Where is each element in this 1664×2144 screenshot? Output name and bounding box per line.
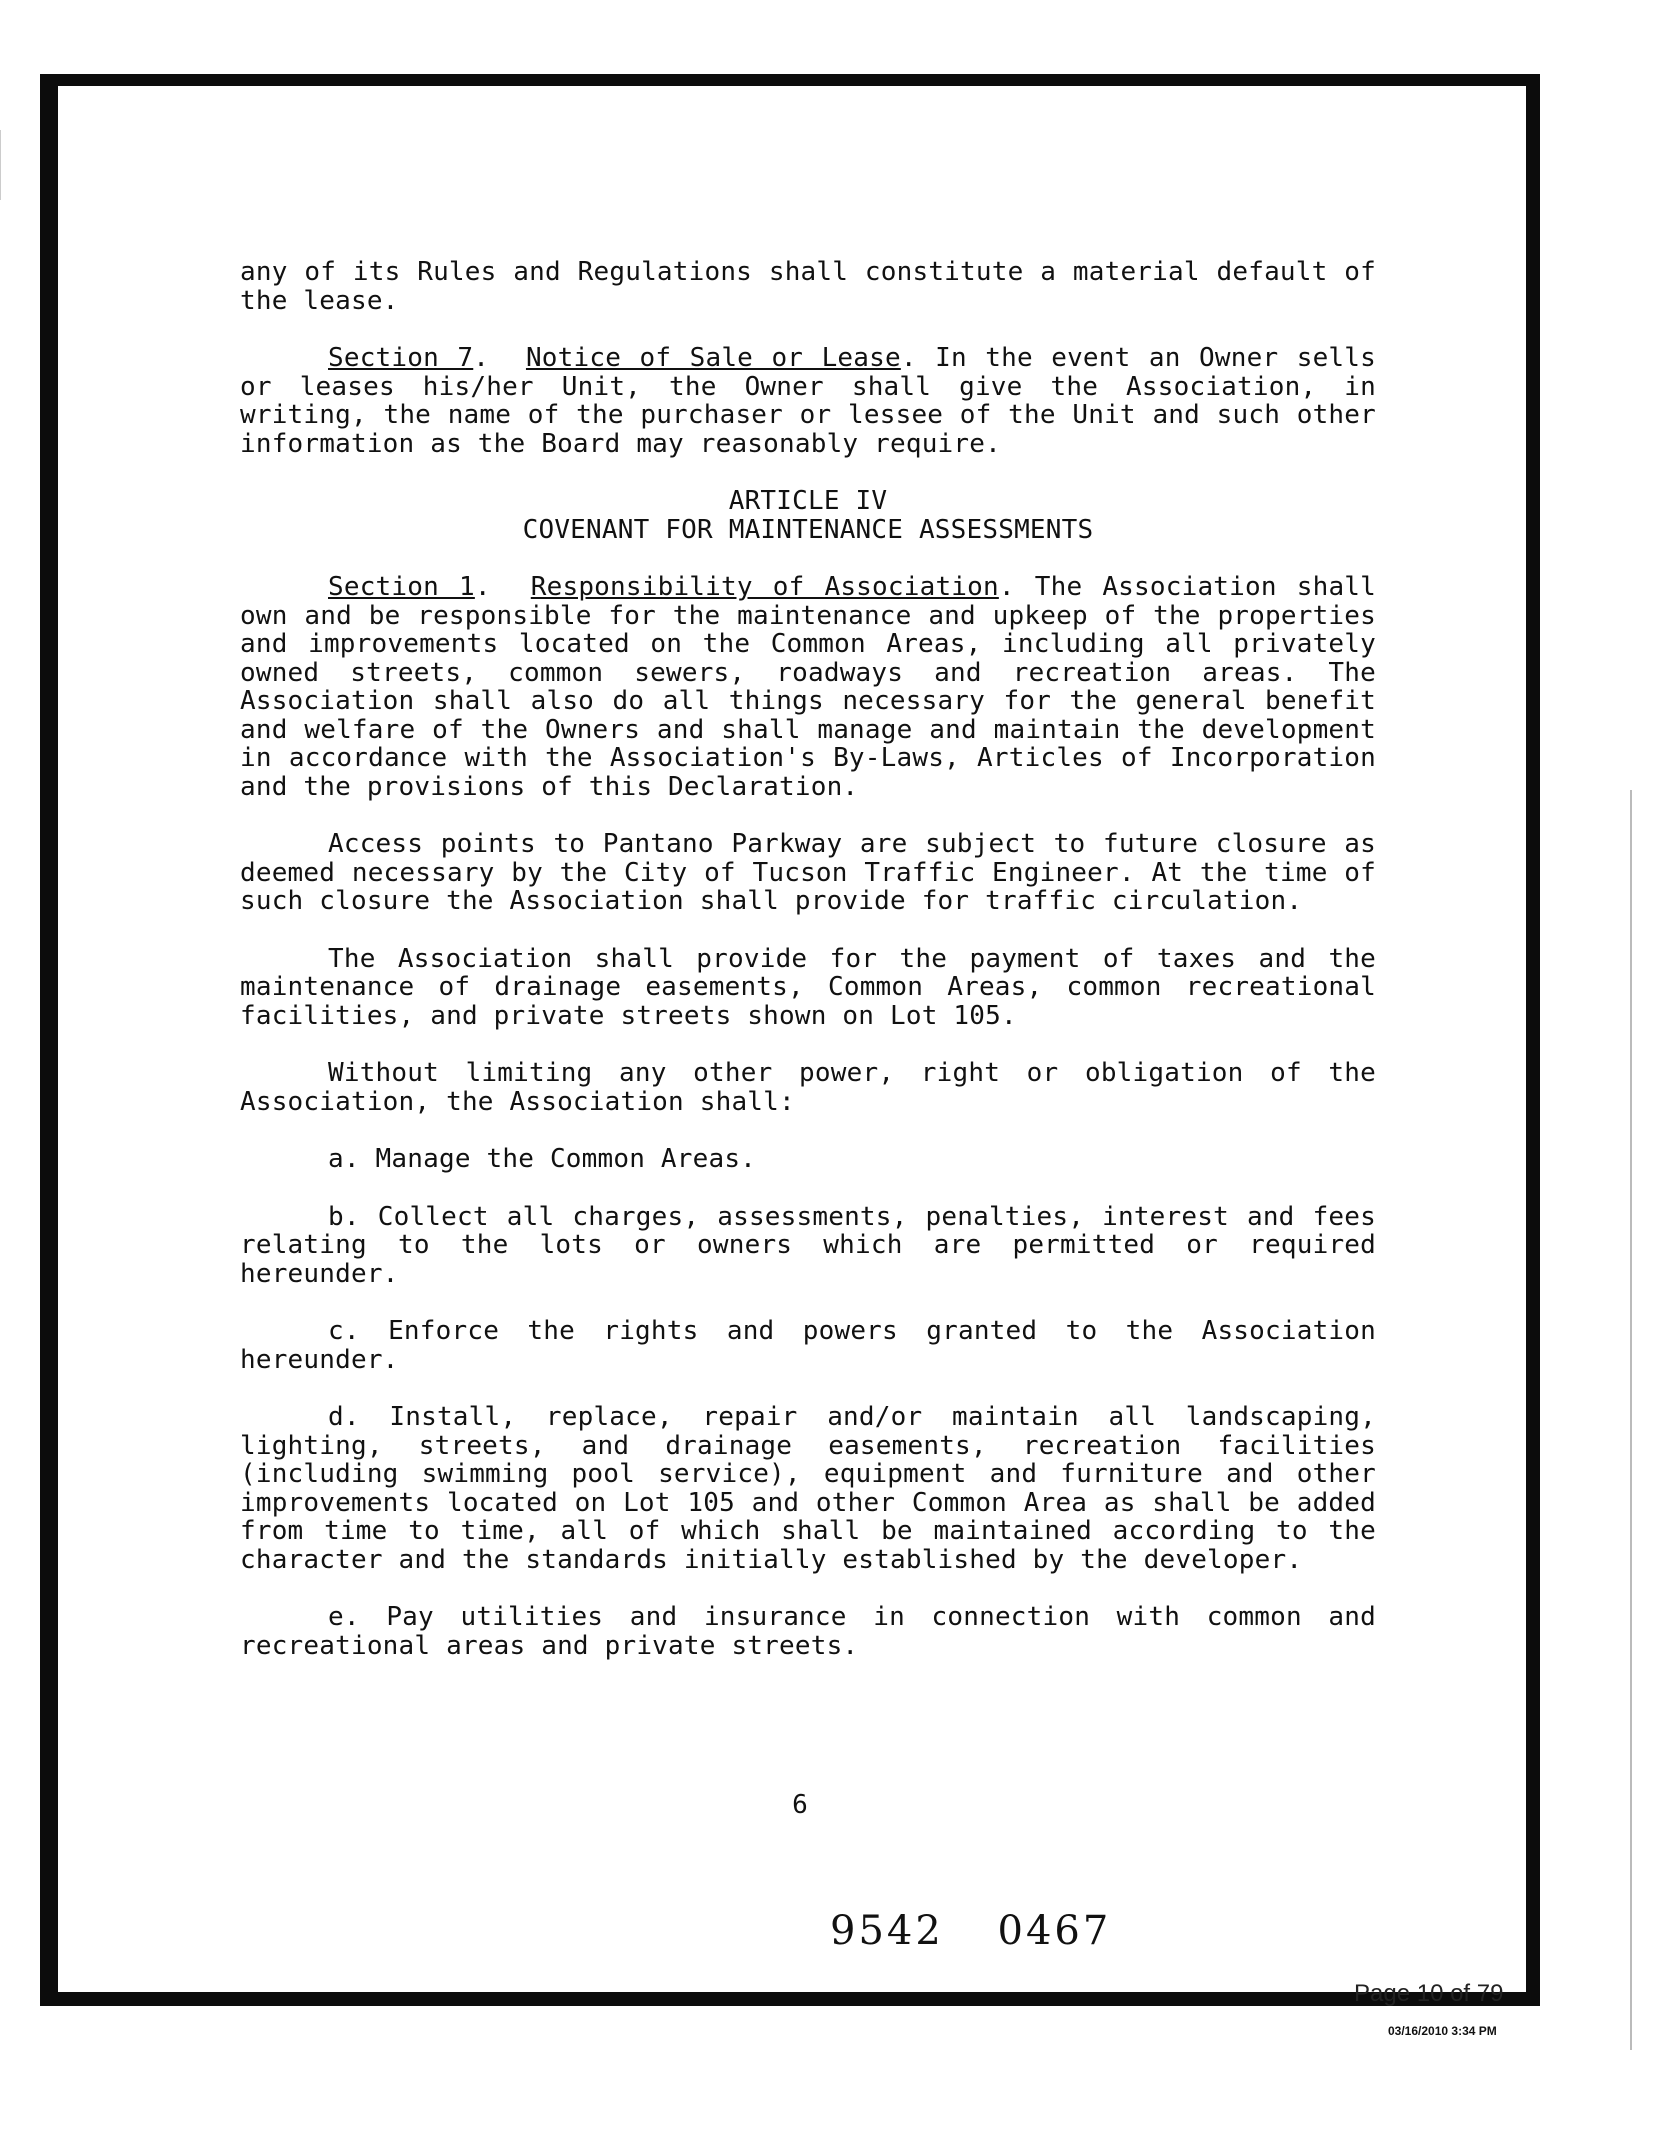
intro-paragraph: any of its Rules and Regulations shall constitute a material default of the lease. [240,257,1376,316]
list-item-b: b. Collect all charges, assessments, penalties, interest and fees relating to the lots or owners which are permitted or required hereunder. [240,1201,1376,1289]
scan-edge-mark [0,130,1,200]
recording-stamp: 9542 0467 [830,1908,1112,1954]
section-1-text: The Association shall own and be responsible for the maintenance and upkeep of the properties and improvements located on the Common Areas, including all privately owned streets, common sewers, roadways and recreation areas. The Association shall also do all things necessary for the general benefit and welfare of the Owners and shall manage and maintain the development in accordance with the Association's By-Laws, Articles of Incorporation and the provisions of this Declaration. [240,572,1377,802]
section-1-title: Responsibility of Association [530,572,999,602]
list-item-c: c. Enforce the rights and powers granted to the Association hereunder. [240,1316,1376,1375]
access-paragraph: Access points to Pantano Parkway are subject to future closure as deemed necessary by the City of Tucson Traffic Engineer. At the time of such closure the Association shall provide for traffic circulation. [240,829,1376,916]
list-item-d: d. Install, replace, repair and/or maintain all landscaping, lighting, streets, and drainage easements, recreation facilities (including swimming pool service), equipment and furniture and other improvements located on Lot 105 and other Common Area as shall be added from time to time, all of which shall be maintained according to the character and the standards initially established by the developer. [240,1402,1376,1575]
section-7-title: Notice of Sale or Lease [525,343,901,373]
scan-edge-line [1630,790,1632,2050]
section-1-paragraph: Section 1. Responsibility of Association. The Association shall own and be responsible for the maintenance and upkeep of the properties and improvements located on the Common Areas, including all privately owned streets, common sewers, roadways and recreation areas. The Association shall also do all things necessary for the general benefit and welfare of the Owners and shall manage and maintain the development in accordance with the Association's By-Laws, Articles of Incorporation and the provisions of this Declaration. [240,572,1377,802]
document-body [240,258,1376,1689]
article-number: ARTICLE IV [728,486,888,516]
article-title: COVENANT FOR MAINTENANCE ASSESSMENTS [522,514,1094,545]
taxes-paragraph: The Association shall provide for the payment of taxes and the maintenance of drainage easements, Common Areas, common recreational facilities, and private streets shown on Lot 105. [240,943,1376,1031]
page-of-indicator: Page 10 of 79 [1354,1980,1504,2007]
section-7-text: In the event an Owner sells or leases his/her Unit, the Owner shall give the Association, in writing, the name of the purchaser or lessee of the Unit and such other information as the Board may reasonably require. [240,343,1376,459]
print-timestamp: 03/16/2010 3:34 PM [1388,2024,1497,2038]
section-7-label: Section 7 [328,343,474,373]
without-limiting-paragraph: Without limiting any other power, right or obligation of the Association, the Association shall: [240,1058,1376,1117]
page-number: 6 [792,1790,808,1820]
list-item-e: e. Pay utilities and insurance in connection with common and recreational areas and private streets. [240,1602,1376,1661]
article-heading [240,487,1376,544]
list-item-a: a. Manage the Common Areas. [328,1144,757,1174]
section-7-paragraph: Section 7. Notice of Sale or Lease. In the event an Owner sells or leases his/her Unit, the Owner shall give the Association, in writing, the name of the purchaser or lessee of the Unit and such other information as the Board may reasonably require. [240,343,1376,459]
section-1-label: Section 1 [328,572,475,602]
